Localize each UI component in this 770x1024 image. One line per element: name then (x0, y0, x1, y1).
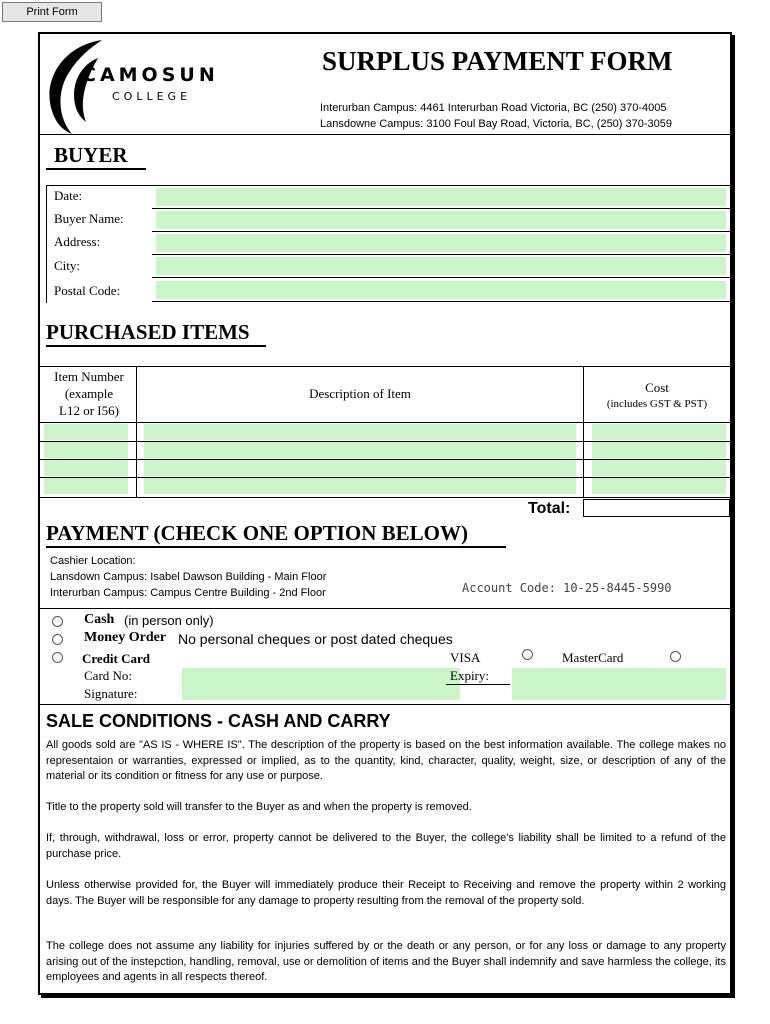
buyer-name-field[interactable] (156, 211, 726, 229)
interurban-cashier: Interurban Campus: Campus Centre Building - 2nd Floor (50, 587, 326, 599)
cost-field-3[interactable] (592, 460, 726, 476)
cost-field-2[interactable] (592, 442, 726, 458)
camosun-logo-icon (42, 36, 162, 136)
money-order-radio[interactable] (52, 634, 63, 645)
payment-heading: PAYMENT (CHECK ONE OPTION BELOW) (46, 521, 468, 545)
cost-field-1[interactable] (592, 424, 726, 440)
mastercard-label: MasterCard (562, 650, 624, 665)
address-label: Address: (54, 234, 101, 249)
cash-note: (in person only) (124, 613, 214, 628)
page-title: SURPLUS PAYMENT FORM (322, 46, 673, 76)
item-number-field-4[interactable] (44, 478, 128, 494)
total-field[interactable] (583, 499, 730, 517)
cash-radio[interactable] (52, 616, 63, 627)
sale-condition-1: All goods sold are "AS IS - WHERE IS". The description of the property is based on the best information available. The college makes no representaion or warranties, expressed or implied, as to the quantity, kind, character, quality, weight, size, or description of any of the material or its condition or fitness for any use or purpose. (46, 739, 726, 782)
item-rows (40, 424, 730, 496)
address-field[interactable] (156, 234, 726, 252)
item-number-field-2[interactable] (44, 442, 128, 458)
city-field[interactable] (156, 257, 726, 275)
description-header: Description of Item (309, 386, 411, 401)
credit-card-label: Credit Card (82, 651, 151, 666)
money-order-note: No personal cheques or post dated cheques (178, 631, 453, 647)
sale-condition-5: The college does not assume any liability for injuries suffered by or the death or any person, or for any loss or damage to any property arising out of the instepction, handling, removal, use or demolition of items and the Buyer shall indemnify and save harmless the college, its employees and agents in all respects thereof. (46, 940, 726, 983)
cost-header: Cost (includes GST & PST) (606, 380, 708, 410)
sale-condition-4: Unless otherwise provided for, the Buyer will immediately produce their Receipt to Receiving and remove the property within 2 working days. The Buyer will be responsible for any damage to property resulting from the removal of the property sold. (46, 879, 726, 907)
card-number-label: Card No: (84, 668, 133, 683)
sale-condition-3: If, through, withdrawal, loss or error, property cannot be delivered to the Buyer, the college's liability shall be limited to a refund of the purchase price. (46, 832, 726, 860)
cash-label: Cash (84, 612, 115, 627)
cost-field-4[interactable] (592, 478, 726, 494)
visa-label: VISA (450, 650, 481, 665)
buyer-heading: BUYER (54, 143, 128, 167)
logo-subtitle: COLLEGE (112, 90, 192, 103)
description-field-2[interactable] (144, 442, 576, 458)
cashier-location-label: Cashier Location: (50, 555, 136, 567)
city-label: City: (54, 258, 81, 273)
description-field-3[interactable] (144, 460, 576, 476)
date-label: Date: (54, 188, 83, 203)
purchased-items-heading: PURCHASED ITEMS (46, 320, 250, 344)
logo-name: CAMOSUN (82, 64, 219, 86)
postal-code-label: Postal Code: (54, 283, 121, 298)
lansdown-cashier: Lansdown Campus: Isabel Dawson Building - Main Floor (50, 571, 327, 583)
postal-code-field[interactable] (156, 281, 726, 299)
item-number-field-3[interactable] (44, 460, 128, 476)
print-form-button[interactable]: Print Form (2, 2, 102, 22)
signature-label: Signature: (84, 686, 138, 701)
description-field-4[interactable] (144, 478, 576, 494)
expiry-field[interactable] (512, 668, 726, 700)
account-code: Account Code: 10-25-8445-5990 (462, 581, 672, 595)
buyer-name-label: Buyer Name: (54, 211, 124, 226)
lansdowne-campus-address: Lansdowne Campus: 3100 Foul Bay Road, Victoria, BC, (250) 370-3059 (320, 118, 673, 130)
sale-conditions-heading: SALE CONDITIONS - CASH AND CARRY (46, 711, 391, 731)
money-order-label: Money Order (84, 630, 167, 645)
surplus-payment-form (38, 32, 732, 995)
item-number-header: Item Number (example L12 or I56) (54, 369, 124, 418)
credit-card-radio[interactable] (52, 652, 63, 663)
item-number-field-1[interactable] (44, 424, 128, 440)
description-field-1[interactable] (144, 424, 576, 440)
date-field[interactable] (156, 188, 726, 206)
interurban-campus-address: Interurban Campus: 4461 Interurban Road Victoria, BC (250) 370-4005 (320, 102, 667, 114)
sale-condition-2: Title to the property sold will transfer to the Buyer as and when the property is removed. (46, 801, 472, 813)
mastercard-radio[interactable] (670, 651, 681, 662)
visa-radio[interactable] (522, 649, 533, 660)
card-number-field[interactable] (182, 668, 460, 700)
total-label: Total: (528, 500, 571, 517)
expiry-label: Expiry: (450, 668, 489, 683)
